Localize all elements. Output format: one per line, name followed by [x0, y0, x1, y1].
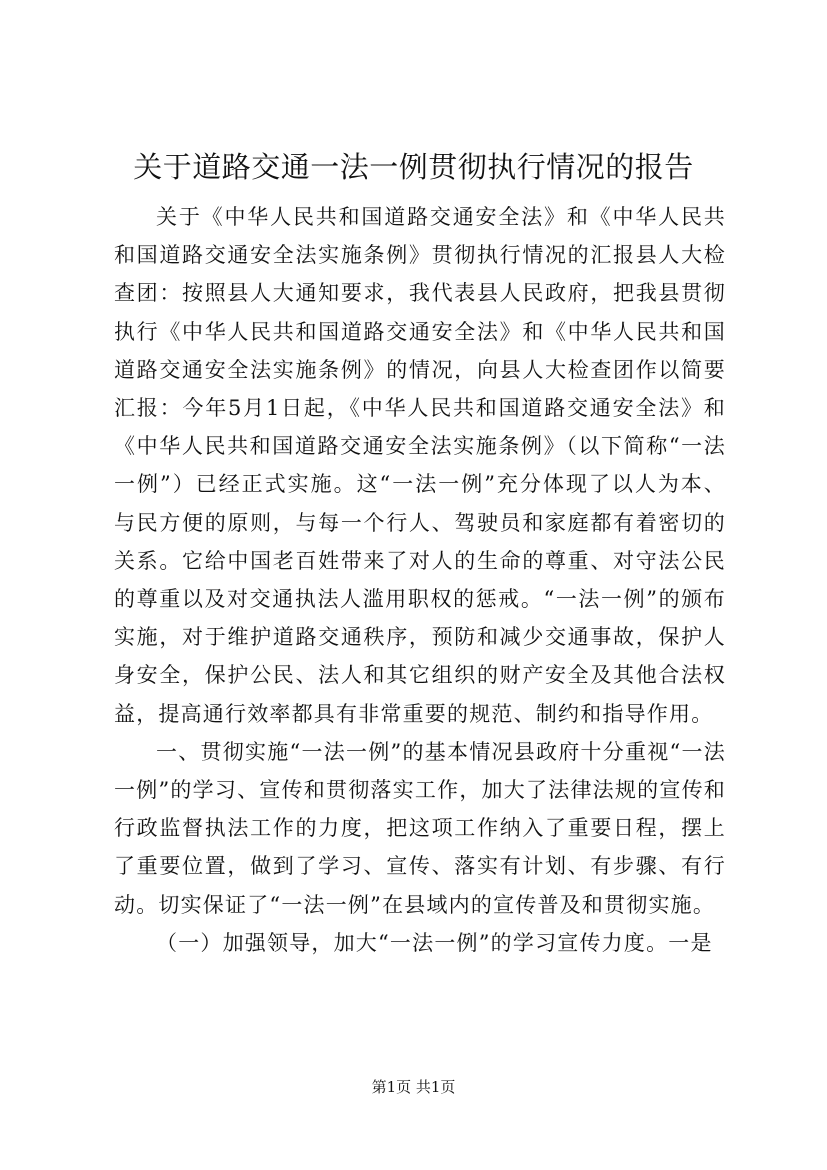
paragraph-intro: 关于《中华人民共和国道路交通安全法》和《中华人民共和国道路交通安全法实施条例》贯彻执行情况的汇报县人大检查团：按照县人大通知要求，我代表县人民政府，把我县贯彻执行《中华人民共和国道路交通安全法》和《中华人民共和国道路交通安全法实施条例》的情况，向县人大检查团作以简要汇报：今年5月1日起，《中华人民共和国道路交通安全法》和《中华人民共和国道路交通安全法实施条例》（以下简称“一法一例”）已经正式实施。这“一法一例”充分体现了以人为本、与民方便的原则，与每一个行人、驾驶员和家庭都有着密切的关系。它给中国老百姓带来了对人的生命的尊重、对守法公民的尊重以及对交通执法人滥用职权的惩戒。“一法一例”的颁布实施，对于维护道路交通秩序，预防和减少交通事故，保护人身安全，保护公民、法人和其它组织的财产安全及其他合法权益，提高通行效率都具有非常重要的规范、制约和指导作用。 [114, 205, 726, 726]
paragraph-section-one: 一、贯彻实施“一法一例”的基本情况县政府十分重视“一法一例”的学习、宣传和贯彻落实工作，加大了法律法规的宣传和行政监督执法工作的力度，把这项工作纳入了重要日程，摆上了重要位置，做到了学习、宣传、落实有计划、有步骤、有行动。切实保证了“一法一例”在县域内的宣传普及和贯彻实施。 [114, 739, 726, 917]
document-body [114, 198, 726, 962]
page-number-footer: 第1页 共1页 [371, 1078, 456, 1096]
paragraph-subsection-one: （一）加强领导，加大“一法一例”的学习宣传力度。一是 [156, 930, 713, 955]
document-title: 关于道路交通一法一例贯彻执行情况的报告 [133, 150, 694, 184]
